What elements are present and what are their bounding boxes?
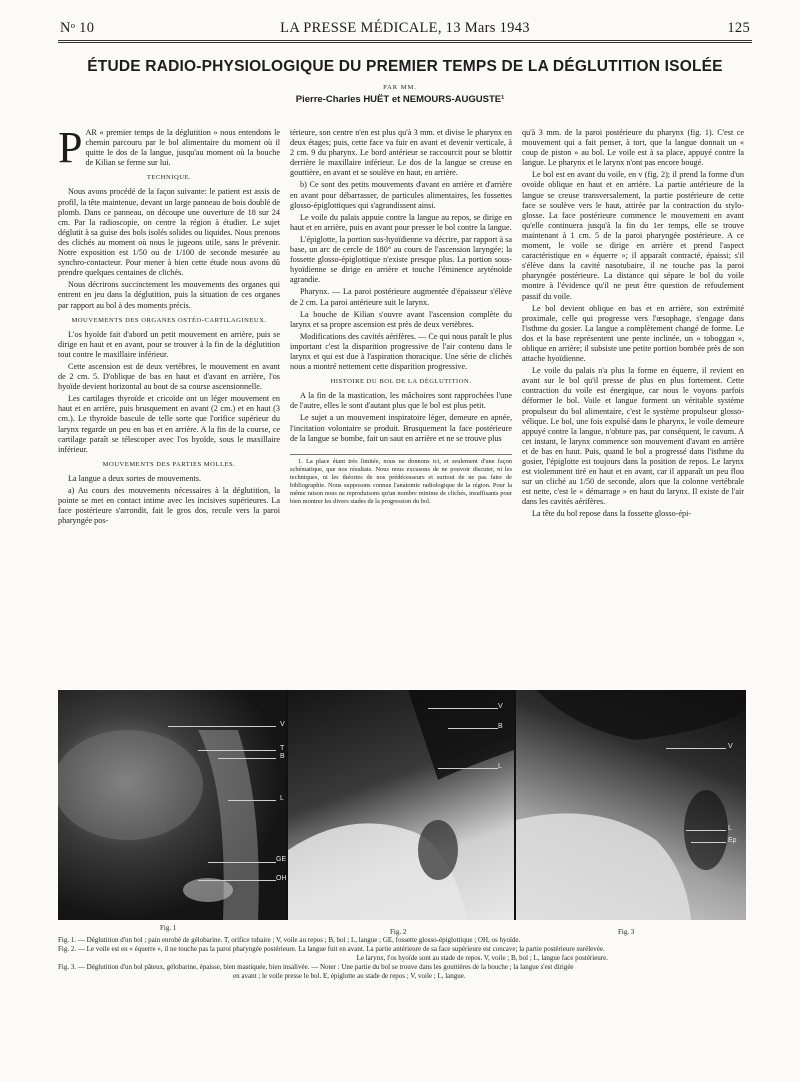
marker-line — [448, 728, 498, 729]
paragraph: térieure, son centre n'en est plus qu'à 3 mm. et divise le pharynx en deux étages; puis, cette face va fuir en avant et devenir verticale, à 2 cm. 9 du pharynx. Le bord antérieur se raccourcit pour se blottir derrière le maxillaire inférieur. Le dos de la langue se creuse en gouttière, en avant et se soulève en haut, en arrière. — [290, 128, 512, 178]
section-heading-technique: TECHNIQUE. — [146, 174, 192, 182]
caption-fig2-cont: Le larynx, l'os hyoïde sont au stade de repos. V, voile ; B, bol ; L, langue face postérieure. — [356, 954, 608, 962]
journal-title: LA PRESSE MÉDICALE, 13 Mars 1943 — [280, 20, 530, 36]
paragraph: La tête du bol repose dans la fossette glosso-épi- — [532, 509, 692, 519]
marker-v: V — [728, 743, 733, 750]
marker-line — [686, 830, 726, 831]
article-title: ÉTUDE RADIO-PHYSIOLOGIQUE DU PREMIER TEMPS DE LA DÉGLUTITION ISOLÉE — [87, 58, 723, 75]
paragraph: Cette ascension est de deux vertèbres, le mouvement en avant de 2 cm. 5. D'oblique de bas en haut et d'avant en arrière, l'os hyoïde devient horizontal au bout de sa course ascensionnelle. — [58, 361, 280, 392]
footnote-text: 1. La place étant très limitée, nous ne donnons ici, et seulement d'une façon schématique, que nos résultats. Nous nous excusons de ne pouvoir discuter, ni les techniques, ni les théories de nos prédécesseurs et surtout de ne pas faire de bibliographie. Nous supposons connue l'anatomie radiologique de la région. Pour la même raison nous ne reproduisons qu'un nombre minime de clichés, insuffisants pour bien montrer les divers stades de la progression du bol. — [290, 457, 512, 505]
marker-line — [168, 726, 276, 727]
figure-3-label: Fig. 3 — [618, 928, 635, 936]
page-number: 125 — [727, 20, 750, 36]
paragraph: Le sujet a un mouvement inspiratoire léger, demeure en apnée, l'incitation volontaire se produit. Brusquement la face postérieure de la langue se bombe, fait un saut en arrière et ne se trouve plus — [290, 413, 512, 443]
paragraph: Le bol est en avant du voile, en v (fig. 2); il prend la forme d'un ovoïde oblique en haut et en arrière. La partie antérieure de la langue se creuse transversalement, la partie postérieure de cette face se soulève vers le haut, attirée par la contraction du stylo-glosse. La face postérieure commence le mouvement en avant qu'elle continuera jusqu'à la fin du 1er temps, elle se trouve maintenant à 1 cm. 5 de la paroi pharyngée postérieure. A ce moment, le voile se dirige en arrière et prend l'aspect caractéristique en « équerre »; il apparaît contracté, épaissi; s'il s'élève dans la cavité nasotubaire, il ne touche pas la paroi pharyngée postérieure. La distance qui sépare le bol du voile montre à l'évidence qu'il ne peut être question de refoulement passif du voile. — [522, 170, 744, 301]
column-1 — [58, 123, 280, 528]
section-heading-osteo: MOUVEMENTS DES ORGANES OSTÉO-CARTILAGINEUX. — [71, 316, 267, 324]
paragraph: qu'à 3 mm. de la paroi postérieure du pharynx (fig. 1). C'est ce mouvement qui a fait penser, à tort, que la langue donnait un « coup de piston » au bol. Le voile est à sa place, appuyé contre la langue. Le pharynx et le larynx n'ont pas encore bougé. — [522, 128, 744, 168]
paragraph: a) Au cours des mouvements nécessaires à la déglutition, la pointe se met en contact intime avec les incisives supérieures. La face postérieure s'arrondit, fait le gros dos, recule vers la paroi pharyngée pos- — [58, 486, 280, 526]
paragraph: Le bol devient oblique en bas et en arrière, son extrémité proximale, celle qui progresse vers l'œsophage, s'engage dans l'isthme du gosier. La langue a complètement changé de forme. Le dos et la base représentent une pente inclinée, un « toboggan », oblique en arrière; il subsiste une petite portion bombée près de son attache hyoïdienne. — [522, 303, 744, 364]
paragraph: L'épiglotte, la portion sus-hyoïdienne va décrire, par rapport à sa base, un arc de cercle de 180° au cours de l'ascension laryngée; la fossette glosso-épiglottique n'existe presque plus. La portion sous-hyoïdienne se dirige en arrière et touche l'éminence aryténoïde agrandie. — [290, 234, 512, 285]
marker-v: V — [498, 703, 503, 710]
figure-2-label: Fig. 2 — [390, 928, 407, 936]
paragraph: Nous décrirons succinctement les mouvements des organes qui entrent en jeu dans la déglutition, puis la situation de ces organes par rapport au bol à des moments précis. — [58, 280, 280, 310]
marker-ge: GE — [276, 856, 286, 863]
marker-v: V — [280, 721, 285, 728]
paragraph: La langue a deux sortes de mouvements. — [68, 473, 202, 483]
paragraph: Les cartilages thyroïde et cricoïde ont un léger mouvement en haut et en arrière, puis brusquement en avant (2 cm.) et en haut (3 cm.). Le thyroïde bascule de telle sorte que l'orifice supérieur du larynx regarde un peu en bas et en arrière. A la fin de la course, ce cartilage paraît se télescoper avec l'os hyoïde, sous le maxillaire inférieur. — [58, 394, 280, 454]
column-2 — [290, 128, 512, 508]
marker-line — [198, 880, 276, 881]
marker-line — [438, 768, 498, 769]
header-rule — [58, 40, 752, 41]
paragraph: Pharynx. — La paroi postérieure augmentée d'épaisseur s'élève de 2 cm. La paroi antérieure suit le larynx. — [290, 287, 512, 307]
paragraph: A la fin de la mastication, les mâchoires sont rapprochées l'une de l'autre, elles le sont d'autant plus que le bol est plus petit. — [290, 391, 512, 411]
paragraph: Le voile du palais n'a plus la forme en équerre, il revient en avant sur le bol qu'il presse de plus en plus fortement. Cette contraction du voile est énergique, car nous le voyons parfois déformer le bol. Voile et langue forment un véritable système propulseur du bol alimentaire, c'est le système propulseur glosso-vélique. Le bol, une fois expulsé dans le pharynx, le voile demeure appuyé contre la langue, n'obture pas, par conséquent, le cavum. A cet instant, le larynx commence son mouvement d'avant en arrière et de bas en haut. Puis, quand le bol a progressé dans l'isthme du gosier, l'épiglotte est toujours dans la position de repos. Le larynx est violemment tiré en haut et en avant, car il apparaît un peu flou sur un cliché au 1/50 de seconde, alors que la colonne vertébrale est nette, c'est le « démarrage » en haut du larynx. Il existe de l'air dans les cavités aérifères. — [522, 366, 744, 507]
marker-line — [691, 842, 726, 843]
running-header — [60, 20, 750, 40]
issue-number: Nᵒ 10 — [60, 20, 95, 36]
radiograph-fig1 — [58, 690, 286, 920]
paragraph: b) Ce sont des petits mouvements d'avant en arrière et d'arrière en avant pour débarrasser, de particules alimentaires, les fossettes glosso-épiglottiques qui s'agrandissent ainsi. — [290, 180, 512, 210]
figure-1-label: Fig. 1 — [160, 924, 177, 932]
drop-cap: P — [58, 123, 83, 172]
byline-par: PAR MM. — [383, 84, 417, 91]
marker-l: L — [498, 763, 502, 770]
caption-fig3: Fig. 3. — Déglutition d'un bol pâteux, gélobarine, épaisse, bien mastiquée, bien insalivée. — Noter : Une partie du bol se trouve dans les gouttières de la bouche ; la langue s'est dirigée — [58, 963, 574, 971]
marker-line — [218, 758, 276, 759]
marker-ep: Ep — [728, 837, 737, 844]
paragraph: Nous avons procédé de la façon suivante: le patient est assis de profil, la tête maintenue, devant un large panneau de bois doublé de plomb. Dans ce panneau, on découpe une ouverture de 18 sur 24 cm. Par la radioscopie, on centre la région à étudier. Le sujet déglutit à sa guise des bols isolés solides ou liquides. Nous prenons des clichés au moment où nous le jugeons utile, sans le prévenir. Notre exposition est 1/50 ou de 1/100 de seconde mesurée au synchro-contacteur. Pour mener à bien cette étude nous avons dû prendre quelques centaines de clichés. — [58, 187, 280, 278]
marker-t: T — [280, 745, 285, 752]
radiograph-strip — [58, 690, 746, 920]
marker-b: B — [498, 723, 503, 730]
marker-b: B — [280, 753, 285, 760]
caption-fig1: Fig. 1. — Déglutition d'un bol ; pain enrobé de gélobarine. T, orifice tubaire ; V, voile au repos ; B, bol ; L, langue ; GE, fossette glosso-épiglottique ; OH, os hyoïde. — [58, 936, 521, 944]
header-rule-double — [58, 42, 752, 43]
marker-l: L — [280, 795, 284, 802]
paragraph: L'os hyoïde fait d'abord un petit mouvement en arrière, puis se dirige en haut et en avant, pour se trouver à la fin de la déglutition tout contre le maxillaire inférieur. — [58, 329, 280, 359]
article-authors: Pierre-Charles HUËT et NEMOURS-AUGUSTE¹ — [295, 94, 505, 105]
section-heading-molles: MOUVEMENTS DES PARTIES MOLLES. — [102, 460, 236, 468]
intro-paragraph: PAR « premier temps de la déglutition » nous entendons le chemin parcouru par le bol alimentaire du moment où il quitte le dos de la langue, jusqu'au moment où la bouche de Kilian se ferme sur lui. — [58, 123, 280, 172]
figure-captions — [58, 936, 748, 981]
paragraph: La bouche de Kilian s'ouvre avant l'ascension complète du larynx et sa propre ascension est près de deux vertèbres. — [290, 309, 512, 329]
marker-line — [228, 800, 276, 801]
radiograph-fig2 — [288, 690, 514, 920]
paragraph: Le voile du palais appuie contre la langue au repos, se dirige en haut et en arrière, puis en avant pour presser le bol contre la langue. — [290, 212, 512, 232]
column-3 — [522, 128, 744, 522]
marker-line — [198, 750, 276, 751]
paragraph: Modifications des cavités aérifères. — Ce qui nous paraît le plus important c'est la disparition progressive de l'air contenu dans le larynx et qui est due à l'aspiration thoracique. Une série de clichés nous a montré nettement cette disparition progressive. — [290, 331, 512, 372]
footnote — [290, 454, 512, 506]
section-heading-histoire: HISTOIRE DU BOL DE LA DÉGLUTITION. — [330, 378, 472, 386]
caption-fig3-cont: en avant ; le voile presse le bol. E, épiglotte au stade de repos ; V, voile ; L, langue. — [233, 972, 466, 980]
marker-line — [666, 748, 726, 749]
marker-l: L — [728, 825, 732, 832]
caption-fig2: Fig. 2. — Le voile est en « équerre », il ne touche pas la paroi pharyngée postérieure. La langue fuit en avant. La partie antérieure de sa face supérieure est concave; la partie postérieure surélevée. — [58, 945, 605, 953]
marker-line — [428, 708, 498, 709]
radiograph-fig3 — [516, 690, 746, 920]
marker-oh: OH — [276, 875, 286, 882]
marker-line — [208, 862, 276, 863]
